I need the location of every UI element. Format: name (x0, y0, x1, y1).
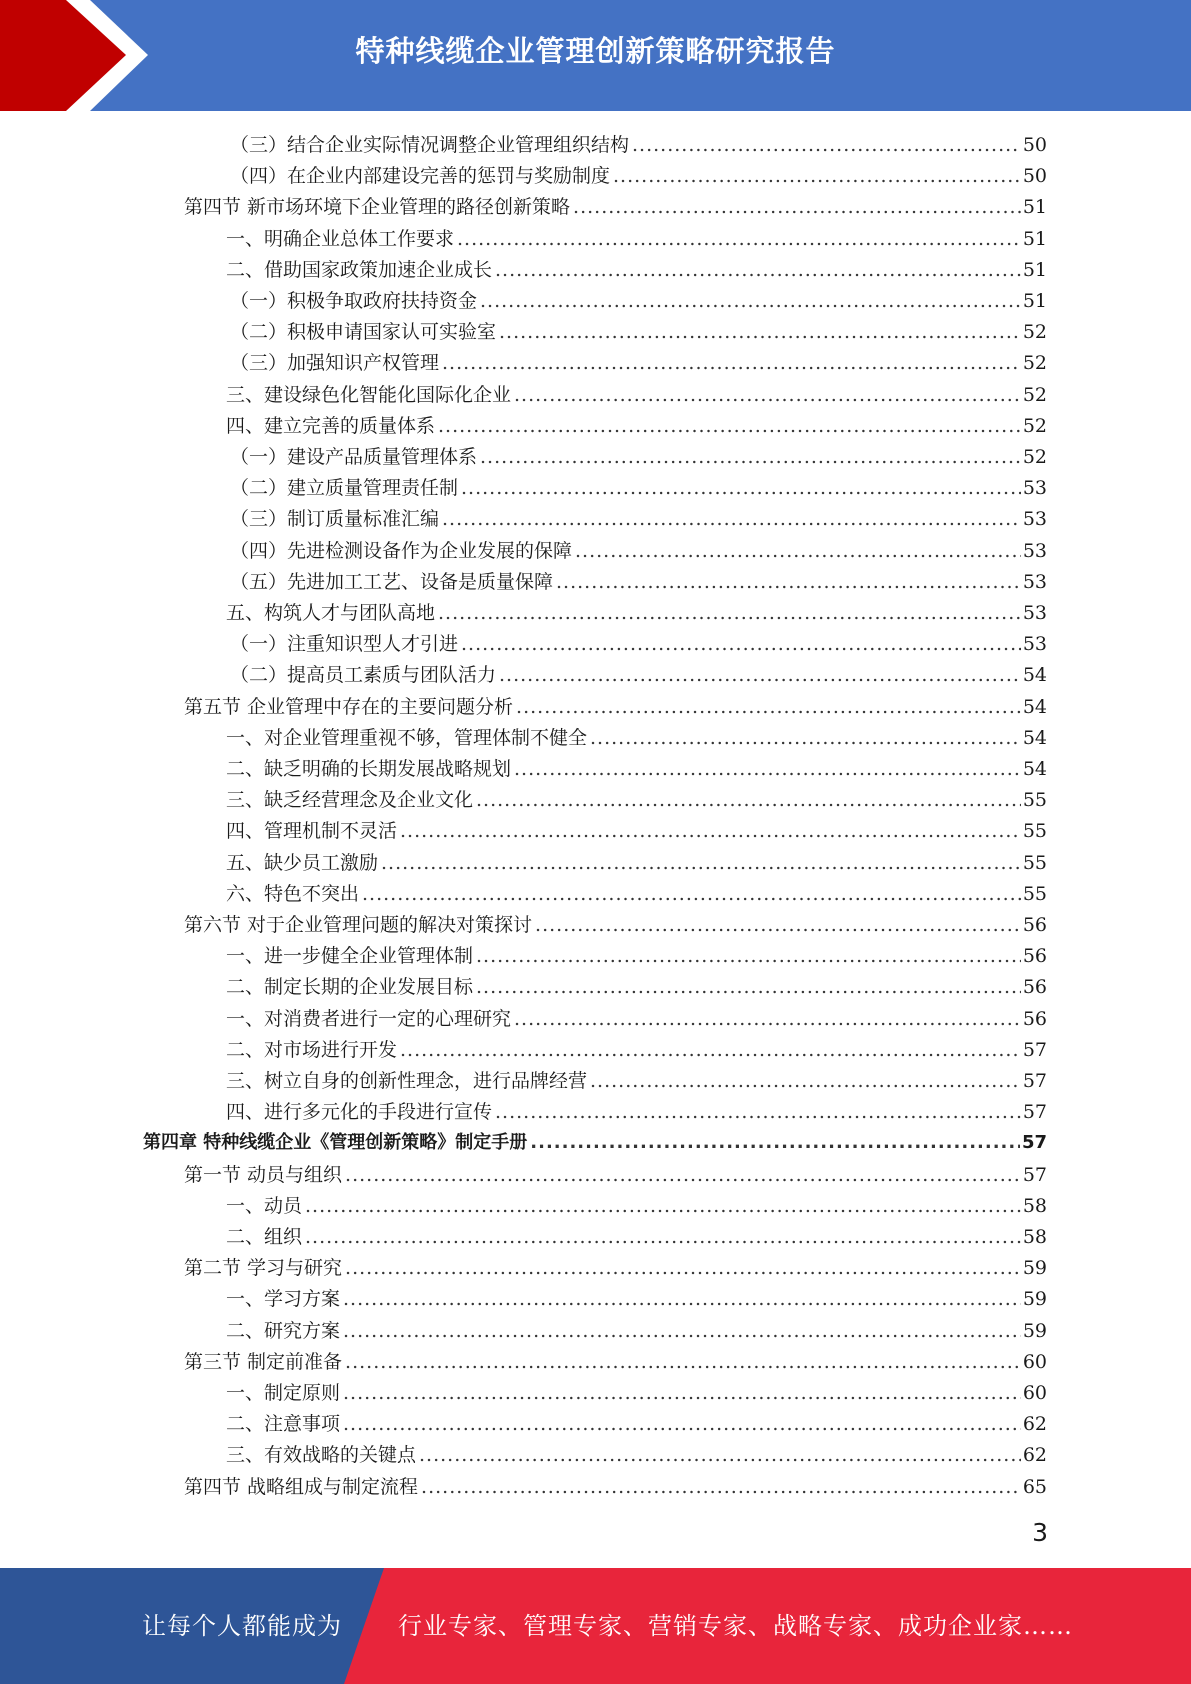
toc-entry[interactable] (226, 720, 1047, 751)
toc-entry-title: （一）注重知识型人才引进 (230, 633, 459, 656)
toc-entry[interactable] (230, 345, 1047, 376)
toc-entry[interactable] (226, 1188, 1047, 1219)
toc-entry-page: 55 (1022, 851, 1047, 874)
toc-entry-title: （二）积极申请国家认可实验室 (230, 321, 497, 344)
toc-entry-title: 一、明确企业总体工作要求 (226, 227, 455, 250)
toc-entry-page: 55 (1022, 820, 1047, 843)
footer-slogan-left: 让每个人都能成为 (142, 1612, 342, 1640)
toc-entry[interactable] (230, 564, 1047, 595)
toc-entry-title: （三）结合企业实际情况调整企业管理组织结构 (230, 134, 630, 156)
toc-entry-title: 五、构筑人才与团队高地 (226, 602, 436, 624)
toc-entry-page: 58 (1022, 1226, 1047, 1248)
toc-leader-dots (438, 600, 1021, 626)
toc-entry[interactable] (230, 626, 1047, 657)
toc-leader-dots (343, 1411, 1021, 1437)
toc-entry[interactable] (184, 1344, 1047, 1375)
toc-entry-page: 54 (1022, 726, 1047, 749)
toc-entry[interactable] (226, 252, 1047, 283)
toc-entry-page: 54 (1022, 695, 1047, 718)
toc-leader-dots (535, 912, 1021, 938)
toc-leader-dots (480, 444, 1021, 470)
toc-entry[interactable] (226, 1219, 1047, 1250)
toc-entry[interactable] (184, 907, 1047, 938)
toc-entry-page: 50 (1022, 134, 1047, 156)
toc-leader-dots (495, 257, 1021, 283)
toc-entry-page: 57 (1022, 1163, 1047, 1186)
toc-entry-page: 59 (1022, 1257, 1047, 1280)
toc-entry[interactable] (226, 1094, 1047, 1125)
toc-entry-title: 三、建设绿色化智能化国际化企业 (226, 383, 512, 406)
toc-leader-dots (514, 382, 1021, 408)
toc-entry-page: 54 (1022, 758, 1047, 780)
toc-entry-title: 二、研究方案 (226, 1319, 341, 1342)
toc-entry-title: 三、有效战略的关键点 (226, 1444, 417, 1467)
toc-entry[interactable] (226, 751, 1047, 782)
toc-leader-dots (345, 1349, 1021, 1375)
toc-entry-title: 第四节 战略组成与制定流程 (184, 1475, 419, 1498)
toc-entry[interactable] (230, 657, 1047, 688)
toc-entry-page: 55 (1022, 789, 1047, 812)
toc-leader-dots (400, 818, 1021, 844)
toc-entry[interactable] (226, 595, 1047, 626)
toc-entry[interactable] (230, 439, 1047, 470)
toc-entry-title: （三）加强知识产权管理 (230, 352, 440, 375)
toc-entry[interactable] (184, 1250, 1047, 1281)
toc-leader-dots (516, 694, 1021, 720)
toc-entry[interactable] (184, 189, 1047, 220)
toc-entry-page: 58 (1022, 1194, 1047, 1217)
toc-entry-title: （二）建立质量管理责任制 (230, 477, 459, 500)
toc-entry-title: （四）在企业内部建设完善的惩罚与奖励制度 (230, 165, 611, 188)
toc-entry[interactable] (230, 127, 1047, 158)
toc-entry-title: 第四章 特种线缆企业《管理创新策略》制定手册 (143, 1132, 528, 1154)
toc-entry[interactable] (226, 1032, 1047, 1063)
footer-slogan-right: 行业专家、管理专家、营销专家、战略专家、成功企业家…… (398, 1612, 1073, 1640)
toc-entry-title: （一）建设产品质量管理体系 (230, 446, 478, 468)
toc-entry-page: 62 (1022, 1444, 1047, 1467)
toc-entry-page: 53 (1022, 477, 1047, 500)
toc-leader-dots (343, 1380, 1021, 1406)
toc-entry[interactable] (226, 845, 1047, 876)
toc-entry[interactable] (230, 314, 1047, 345)
toc-leader-dots (461, 475, 1021, 501)
toc-entry[interactable] (226, 876, 1047, 907)
toc-entry-page: 55 (1022, 882, 1047, 905)
toc-entry-title: 第六节 对于企业管理问题的解决对策探讨 (184, 914, 533, 936)
toc-entry-title: 第二节 学习与研究 (184, 1257, 343, 1280)
toc-entry-title: 六、特色不突出 (226, 882, 360, 905)
toc-leader-dots (381, 850, 1021, 876)
toc-entry[interactable] (184, 1469, 1047, 1500)
toc-entry-page: 59 (1022, 1319, 1047, 1342)
toc-entry-title: 第四节 新市场环境下企业管理的路径创新策略 (184, 196, 571, 219)
toc-entry-title: 一、动员 (226, 1194, 303, 1217)
toc-leader-dots (573, 194, 1021, 220)
toc-entry[interactable] (230, 501, 1047, 532)
toc-entry-page: 53 (1022, 508, 1047, 531)
toc-entry-page: 51 (1022, 227, 1047, 250)
toc-leader-dots (632, 132, 1021, 158)
toc-entry-page: 53 (1022, 539, 1047, 562)
toc-leader-dots (438, 413, 1021, 439)
toc-entry-page: 62 (1022, 1413, 1047, 1436)
toc-entry-title: 五、缺少员工激励 (226, 851, 379, 874)
toc-entry[interactable] (184, 689, 1047, 720)
document-title: 特种线缆企业管理创新策略研究报告 (355, 34, 836, 68)
page-header (0, 0, 1191, 111)
toc-entry-title: 二、缺乏明确的长期发展战略规划 (226, 758, 512, 780)
toc-chapter-entry[interactable] (143, 1125, 1047, 1156)
toc-entry-title: （二）提高员工素质与团队活力 (230, 664, 497, 687)
toc-entry-title: 一、学习方案 (226, 1288, 341, 1311)
toc-entry-page: 53 (1022, 602, 1047, 624)
toc-entry-title: 四、进行多元化的手段进行宣传 (226, 1101, 493, 1124)
toc-entry-title: 一、制定原则 (226, 1382, 341, 1404)
toc-entry-page: 52 (1022, 352, 1047, 375)
toc-entry-page: 59 (1022, 1288, 1047, 1311)
toc-leader-dots (613, 163, 1021, 189)
toc-entry-page: 53 (1022, 570, 1047, 593)
toc-leader-dots (343, 1286, 1021, 1312)
toc-entry-page: 51 (1022, 196, 1047, 219)
toc-entry-title: 四、建立完善的质量体系 (226, 414, 436, 437)
toc-entry[interactable] (226, 221, 1047, 252)
toc-leader-dots (442, 506, 1021, 532)
toc-entry[interactable] (226, 1281, 1047, 1312)
toc-entry-title: （一）积极争取政府扶持资金 (230, 290, 478, 312)
toc-leader-dots (461, 631, 1021, 657)
toc-entry-page: 60 (1022, 1350, 1047, 1373)
toc-entry[interactable] (226, 969, 1047, 1000)
toc-entry[interactable] (226, 938, 1047, 969)
toc-entry-title: 一、进一步健全企业管理体制 (226, 945, 474, 968)
toc-leader-dots (556, 569, 1021, 595)
toc-leader-dots (305, 1193, 1021, 1219)
toc-leader-dots (514, 1006, 1021, 1032)
toc-leader-dots (530, 1130, 1020, 1156)
toc-entry-page: 56 (1022, 1007, 1047, 1030)
toc-entry-page: 52 (1022, 383, 1047, 406)
toc-entry[interactable] (230, 470, 1047, 501)
toc-entry[interactable] (184, 1157, 1047, 1188)
toc-leader-dots (476, 787, 1021, 813)
toc-entry-page: 57 (1022, 1070, 1047, 1092)
toc-entry-page: 52 (1022, 414, 1047, 437)
toc-entry-page: 51 (1022, 290, 1047, 312)
toc-entry-title: 二、制定长期的企业发展目标 (226, 976, 474, 999)
toc-entry-page: 57 (1021, 1132, 1047, 1154)
toc-leader-dots (442, 350, 1021, 376)
toc-entry-page: 60 (1022, 1382, 1047, 1404)
toc-entry-page: 65 (1022, 1475, 1047, 1498)
toc-entry-title: 二、对市场进行开发 (226, 1038, 398, 1061)
toc-leader-dots (419, 1442, 1021, 1468)
toc-leader-dots (499, 662, 1021, 688)
toc-entry-page: 52 (1022, 321, 1047, 344)
toc-entry-page: 53 (1022, 633, 1047, 656)
page-footer (0, 1568, 1191, 1684)
toc-entry-page: 57 (1022, 1101, 1047, 1124)
toc-leader-dots (514, 756, 1021, 782)
toc-leader-dots (343, 1318, 1021, 1344)
toc-entry-title: 三、树立自身的创新性理念，进行品牌经营 (226, 1070, 588, 1092)
toc-entry[interactable] (230, 283, 1047, 314)
toc-entry-title: 四、管理机制不灵活 (226, 820, 398, 843)
toc-leader-dots (345, 1255, 1021, 1281)
toc-leader-dots (345, 1162, 1021, 1188)
toc-entry-title: 二、借助国家政策加速企业成长 (226, 258, 493, 281)
toc-entry-title: 二、组织 (226, 1226, 303, 1248)
toc-leader-dots (590, 725, 1021, 751)
toc-entry[interactable] (230, 533, 1047, 564)
toc-entry-page: 50 (1022, 165, 1047, 188)
toc-entry[interactable] (226, 377, 1047, 408)
toc-entry-title: 一、对消费者进行一定的心理研究 (226, 1007, 512, 1030)
toc-entry[interactable] (226, 1313, 1047, 1344)
toc-leader-dots (499, 319, 1021, 345)
toc-entry[interactable] (226, 1001, 1047, 1032)
toc-entry[interactable] (230, 158, 1047, 189)
toc-entry-page: 56 (1022, 976, 1047, 999)
toc-entry-title: 第一节 动员与组织 (184, 1163, 343, 1186)
toc-leader-dots (400, 1037, 1021, 1063)
toc-entry[interactable] (226, 782, 1047, 813)
toc-entry-title: 第三节 制定前准备 (184, 1350, 343, 1373)
toc-entry-title: 三、缺乏经营理念及企业文化 (226, 789, 474, 812)
toc-entry-page: 57 (1022, 1038, 1047, 1061)
toc-entry-page: 56 (1022, 945, 1047, 968)
toc-entry-page: 52 (1022, 446, 1047, 468)
toc-entry-title: 二、注意事项 (226, 1413, 341, 1436)
toc-leader-dots (476, 943, 1021, 969)
toc-entry[interactable] (226, 1063, 1047, 1094)
toc-leader-dots (590, 1068, 1021, 1094)
toc-entry-title: 第五节 企业管理中存在的主要问题分析 (184, 695, 514, 718)
toc-entry[interactable] (226, 813, 1047, 844)
toc-entry-title: （四）先进检测设备作为企业发展的保障 (230, 539, 573, 562)
toc-leader-dots (421, 1474, 1021, 1500)
toc-leader-dots (480, 288, 1021, 314)
toc-entry[interactable] (226, 1406, 1047, 1437)
toc-leader-dots (575, 538, 1021, 564)
toc-entry[interactable] (226, 408, 1047, 439)
toc-entry-page: 51 (1022, 258, 1047, 281)
toc-entry-title: （五）先进加工工艺、设备是质量保障 (230, 570, 554, 593)
page-number: 3 (1032, 1518, 1048, 1547)
toc-leader-dots (305, 1224, 1021, 1250)
toc-entry[interactable] (226, 1437, 1047, 1468)
toc-entry-page: 54 (1022, 664, 1047, 687)
toc-leader-dots (362, 881, 1021, 907)
toc-entry-title: 一、对企业管理重视不够，管理体制不健全 (226, 726, 588, 749)
toc-leader-dots (476, 974, 1021, 1000)
toc-entry-title: （三）制订质量标准汇编 (230, 508, 440, 531)
toc-leader-dots (495, 1099, 1021, 1125)
toc-leader-dots (457, 226, 1021, 252)
toc-entry[interactable] (226, 1375, 1047, 1406)
toc-entry-page: 56 (1022, 914, 1047, 936)
